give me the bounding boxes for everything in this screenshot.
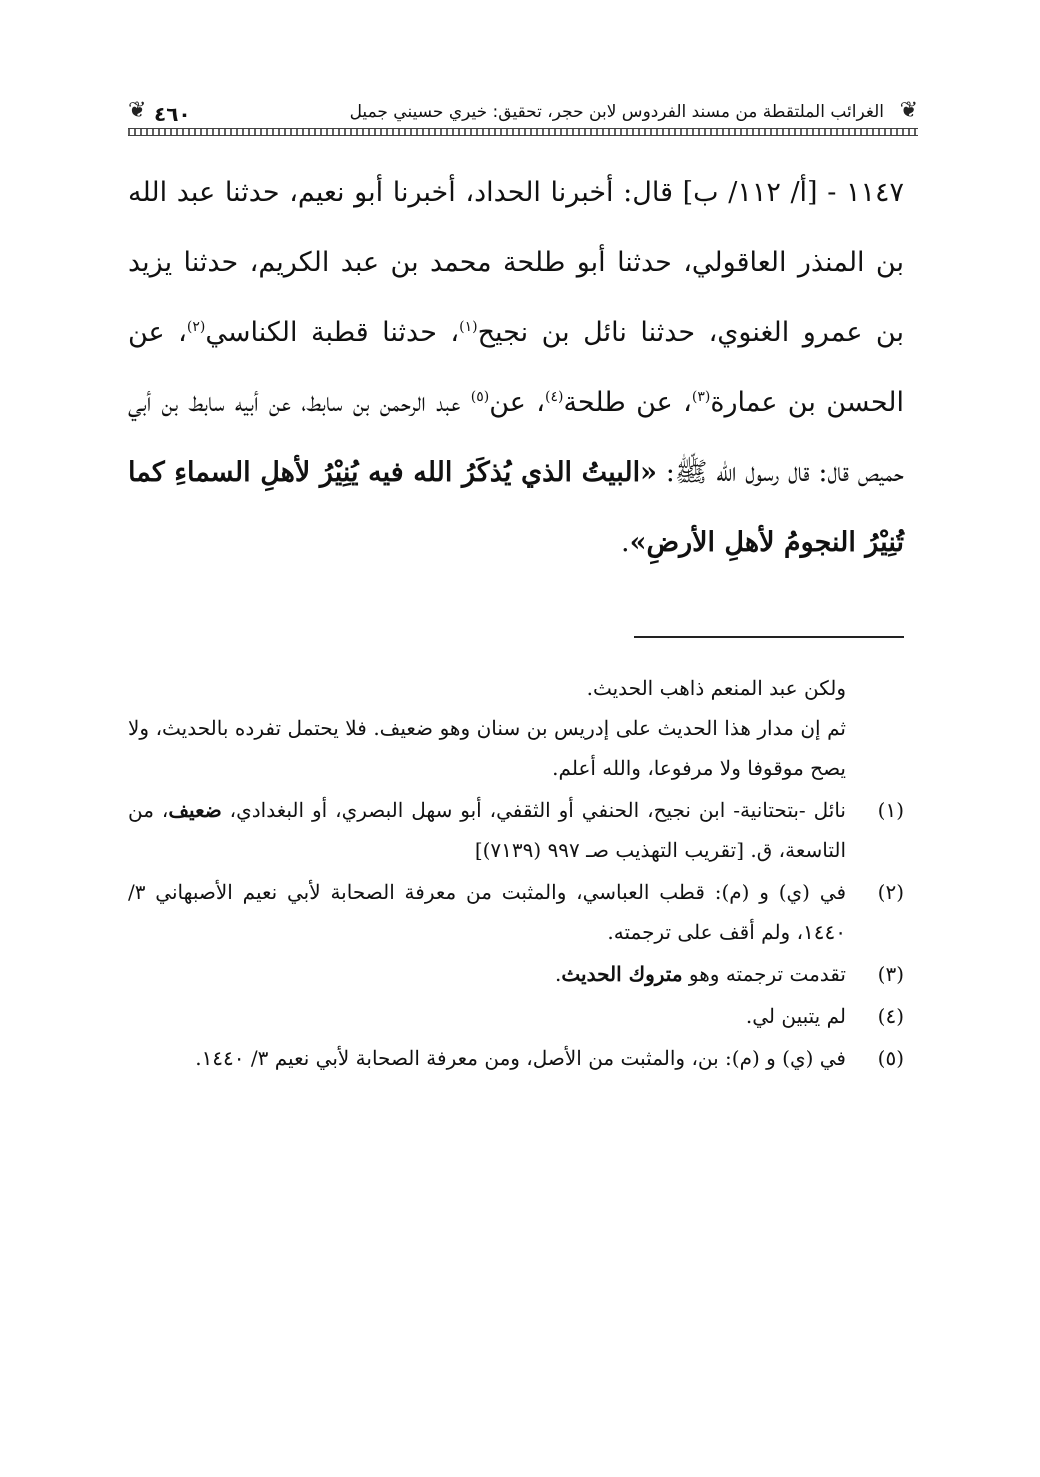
footnote-4 [128, 996, 904, 1036]
footnote-number: (٣) [877, 962, 904, 986]
header-rule [128, 128, 918, 136]
isnad-part-1: قال: أخبرنا الحداد، أخبرنا أبو نعيم، حدثنا عبد الله بن المنذر العاقولي، حدثنا أبو طلحة محمد بن عبد الكريم، حدثنا يزيد بن عمرو الغنوي، حدثنا نائل بن نجيح [128, 177, 904, 348]
isnad-part-4: ، عن طلحة [563, 387, 692, 418]
footnote-text-bold: متروك الحديث [561, 962, 683, 986]
hadith-paragraph [128, 158, 904, 578]
footnote-ref-5[interactable]: (٥) [470, 389, 490, 405]
dash: - [817, 177, 837, 208]
footnote-divider [634, 636, 904, 638]
footnote-1 [128, 790, 904, 870]
footnote-text-a: في (ي) و (م): بن، والمثبت من الأصل، ومن معرفة الصحابة لأبي نعيم ٣/ ١٤٤٠. [195, 1046, 846, 1070]
footnote-text-a: تقدمت ترجمته وهو [682, 962, 846, 986]
footnote-text-b: . [555, 962, 562, 986]
note-continuation-2: ثم إن مدار هذا الحديث على إدريس بن سنان وهو ضعيف. فلا يحتمل تفرده بالحديث، ولا يصح موقوفا ولا مرفوعا، والله أعلم. [128, 716, 846, 780]
footnote-text-a: نائل -بتحتانية- ابن نجيح، الحنفي أو الثقفي، أبو سهل البصري، أو البغدادي، [221, 798, 846, 822]
footnote-ref-1[interactable]: (١) [459, 319, 478, 335]
entry-number: ١١٤٧ [845, 177, 904, 208]
footnote-text [128, 1038, 846, 1078]
note-continuation-1: ولكن عبد المنعم ذاهب الحديث. [586, 676, 846, 700]
footnote-5 [128, 1038, 904, 1078]
footnote-text-a: لم يتبين لي. [745, 1004, 846, 1028]
isnad-part-3: ، عن الحسن بن عمارة [128, 317, 905, 418]
footnote-ref-2[interactable]: (٢) [186, 319, 206, 335]
footnote-number: (٤) [877, 1004, 904, 1028]
page-number: ٤٦٠ [154, 102, 191, 126]
manuscript-reference: [أ/ ١١٢/ ب] [682, 177, 818, 208]
main-text [128, 158, 904, 578]
end-mark: . [620, 527, 630, 558]
footnotes-section [128, 668, 904, 1078]
footnote-number: (٢) [877, 880, 904, 904]
footnote-text-a: في (ي) و (م): قطب العباسي، والمثبت من معرفة الصحابة لأبي نعيم الأصبهاني ٣/ ١٤٤٠، ولم أقف على ترجمته. [128, 880, 846, 944]
footnote-text [128, 790, 846, 870]
footnote-3 [128, 954, 904, 994]
hadith-matn: «البيتُ الذي يُذكَرُ الله فيه يُنِيْرُ لأهلِ السماءِ كما تُنِيْرُ النجومُ لأهلِ الأرضِ» [128, 457, 904, 558]
footnote-number: (٥) [877, 1046, 904, 1070]
header-ornament-left-icon: ❦ [128, 98, 147, 123]
footnote-ref-3[interactable]: (٣) [691, 389, 711, 405]
footnote-text [128, 954, 846, 994]
isnad-part-2: ، حدثنا قطبة الكناسي [205, 317, 460, 348]
footnote-text-bold: ضعيف [168, 798, 222, 822]
page-header [128, 96, 918, 136]
isnad-part-5: ، عن [489, 387, 545, 418]
footnote-text-b: ، من التاسعة، ق. [تقريب التهذيب صـ ٩٩٧ (٧١٣٩)] [128, 798, 846, 862]
footnote-text [128, 872, 846, 952]
isnad-part-6: عبد الرحمن بن سابط، عن أبيه سابط بن أبي حميص قال: قال رسول الله ﷺ: [128, 387, 904, 488]
footnote-number: (١) [877, 798, 904, 822]
footnote-2 [128, 872, 904, 952]
header-ornament-right-icon: ❦ [899, 98, 918, 123]
footnote-text [128, 996, 846, 1036]
running-title: الغرائب الملتقطة من مسند الفردوس لابن حجر، تحقيق: خيري حسيني جميل [349, 102, 884, 122]
footnote-ref-4[interactable]: (٤) [544, 389, 564, 405]
